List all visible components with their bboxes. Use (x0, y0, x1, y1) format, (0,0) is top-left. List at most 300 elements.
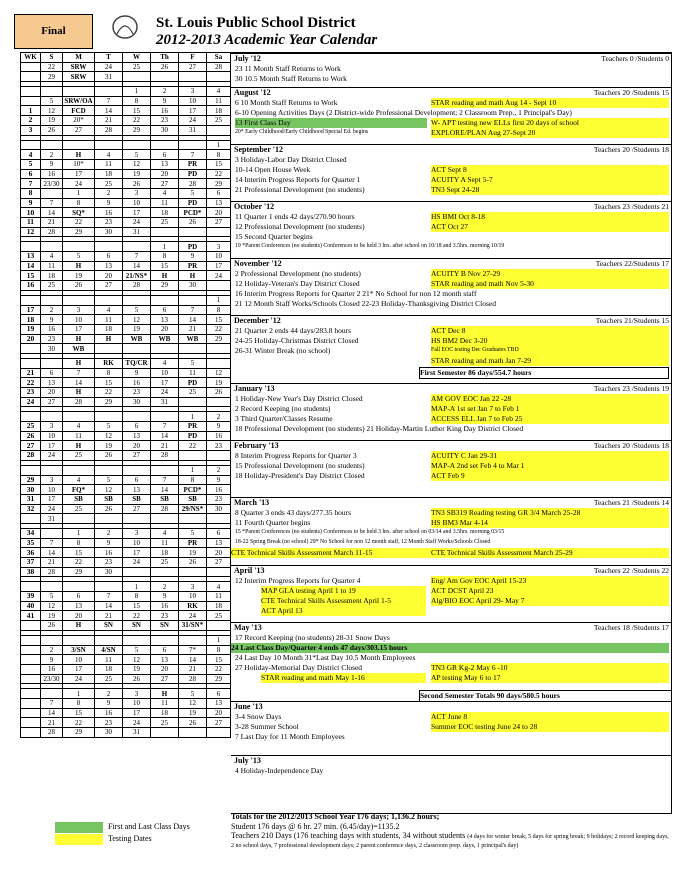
day-cell: SB (63, 494, 95, 504)
week-number: 37 (21, 558, 41, 568)
day-cell: H (63, 261, 95, 271)
day-cell: 1 (123, 582, 151, 592)
week-row (21, 698, 231, 708)
month-counts: Teachers 22 /Students 22 (593, 566, 669, 575)
day-cell: 7 (123, 252, 151, 262)
day-cell: 27 (123, 504, 151, 514)
day-cell (207, 358, 231, 368)
day-cell (207, 281, 231, 291)
week-number (21, 514, 41, 524)
day-cell: 24 (95, 62, 123, 72)
testing-date: Eng/ Am Gov EOC April 15-23 (431, 576, 669, 586)
day-cell: 28 (151, 504, 179, 514)
day-cell: 4/SN (95, 645, 123, 655)
day-cell: 18 (95, 169, 123, 179)
totals-students: Student 176 days @ 6 hr. 27 min. (6.45/day)=1135.2 (231, 822, 400, 831)
day-cell (63, 514, 95, 524)
day-cell: 10 (63, 315, 95, 325)
day-cell: 16 (95, 548, 123, 558)
day-cell: 8 (207, 150, 231, 160)
day-cell: 26 (95, 504, 123, 514)
day-cell: 27 (63, 125, 95, 135)
day-cell: 12 (179, 698, 207, 708)
event-line: 11 Quarter 1 ends 42 days/270.90 hours (235, 212, 355, 221)
day-cell (151, 465, 179, 475)
week-number: 15 (21, 271, 41, 281)
day-cell: 2 (151, 582, 179, 592)
month-counts: Teachers 20 /Students 18 (593, 145, 669, 154)
week-row (21, 494, 231, 504)
day-cell (179, 140, 207, 150)
day-cell: 31 (95, 72, 123, 82)
day-cell (41, 412, 63, 422)
day-cell: PR (179, 422, 207, 432)
day-cell: 9 (41, 655, 63, 665)
day-cell: 13 (63, 601, 95, 611)
day-cell (95, 514, 123, 524)
day-cell: 15 (151, 261, 179, 271)
day-cell: 16 (95, 208, 123, 218)
totals-title: Totals for the 2012/2013 School Year 176 days; 1,136.2 hours; (231, 812, 440, 821)
day-cell: 1 (207, 295, 231, 305)
month-title: July '13 (234, 756, 261, 765)
month-counts: Teachers 0 /Students 0 (601, 54, 669, 63)
week-row (21, 378, 231, 388)
day-cell (123, 465, 151, 475)
event-line: 21 12 Month Staff Works/Schools Closed 22-23 Holiday-Thanksgiving District Closed (235, 299, 496, 308)
testing-date: ACT Sept 8 (431, 165, 669, 175)
day-cell: 1 (63, 188, 95, 198)
day-cell: 12 (41, 106, 63, 116)
day-cell: 4 (151, 188, 179, 198)
week-row (21, 188, 231, 198)
week-number (21, 96, 41, 106)
day-header: WK (21, 53, 41, 63)
month-counts: Teachers 21/Students 15 (595, 316, 669, 325)
testing-date: STAR reading and math Aug 14 - Sept 10 (431, 98, 669, 108)
day-cell: 15 (207, 315, 231, 325)
week-row (21, 368, 231, 378)
event-line: First Semester 86 days/554.7 hours (419, 367, 669, 379)
month-title: February '13 (234, 441, 279, 450)
event-line: 26-31 Winter Break (no school) (235, 346, 331, 355)
day-cell: 20 (123, 441, 151, 451)
week-row (21, 208, 231, 218)
day-cell: 10 (41, 485, 63, 495)
day-cell: 9 (123, 368, 151, 378)
day-cell: 13 (151, 159, 179, 169)
day-cell: 10 (179, 96, 207, 106)
month-block (231, 565, 672, 622)
day-cell (123, 635, 151, 645)
day-cell (41, 295, 63, 305)
day-cell (123, 242, 151, 252)
day-cell: 10 (151, 368, 179, 378)
testing-date: ACT April 13 (261, 606, 426, 616)
day-cell: 11 (95, 159, 123, 169)
day-cell: 2 (151, 87, 179, 97)
day-cell: 9 (151, 96, 179, 106)
day-cell: 8 (207, 645, 231, 655)
day-cell: 5 (123, 150, 151, 160)
day-cell: 26 (207, 388, 231, 398)
week-row (21, 271, 231, 281)
day-cell: 26 (41, 621, 63, 631)
week-number: 32 (21, 504, 41, 514)
day-cell: 23 (95, 218, 123, 228)
day-cell: 28 (179, 674, 207, 684)
testing-date: MAP-A 1st set Jan 7 to Feb 1 (431, 404, 669, 414)
week-number: 10 (21, 208, 41, 218)
day-cell (41, 689, 63, 699)
day-cell: 30 (41, 344, 63, 354)
week-number: 16 (21, 281, 41, 291)
testing-date: ACT June 8 (431, 712, 669, 722)
day-cell: 21 (179, 664, 207, 674)
day-cell: 9 (95, 538, 123, 548)
day-cell: 18 (207, 106, 231, 116)
day-cell: 29 (207, 179, 231, 189)
event-line: 3 Holiday-Labor Day District Closed (235, 155, 347, 164)
week-row (21, 150, 231, 160)
day-cell: 10* (63, 159, 95, 169)
event-line: 4 Holiday-Independence Day (235, 766, 324, 775)
day-cell: 19 (95, 441, 123, 451)
week-row (21, 305, 231, 315)
week-row (21, 655, 231, 665)
day-cell: 13 (207, 538, 231, 548)
day-cell (123, 295, 151, 305)
day-cell: 16 (207, 485, 231, 495)
testing-date: STAR reading and math May 1-16 (261, 673, 426, 683)
month-block (231, 258, 672, 315)
day-cell: 28 (179, 179, 207, 189)
day-cell: 10 (179, 592, 207, 602)
event-line: 12 Professional Development (no students) (235, 222, 365, 231)
day-cell: 14 (123, 261, 151, 271)
day-cell: 7 (41, 198, 63, 208)
day-cell: 18 (151, 208, 179, 218)
day-cell: 14 (95, 106, 123, 116)
day-cell: 11 (151, 538, 179, 548)
week-row (21, 485, 231, 495)
month-title: August '12 (234, 88, 271, 97)
day-cell (207, 72, 231, 82)
day-cell: 19 (123, 324, 151, 334)
day-cell: 16 (207, 431, 231, 441)
day-cell: SRW (63, 72, 95, 82)
day-cell: 7 (151, 475, 179, 485)
day-cell (41, 635, 63, 645)
day-cell (151, 227, 179, 237)
day-cell: 15 (207, 159, 231, 169)
day-cell: 29 (63, 728, 95, 738)
day-cell: SQ* (63, 208, 95, 218)
week-number: 19 (21, 324, 41, 334)
day-cell: 16 (41, 324, 63, 334)
day-cell: 10 (41, 431, 63, 441)
week-row (21, 198, 231, 208)
week-row (21, 548, 231, 558)
event-line: 12 Holiday-Veteran's Day District Closed (235, 279, 360, 288)
month-block (231, 701, 672, 755)
day-cell: 22 (207, 664, 231, 674)
week-number: 20 (21, 334, 41, 344)
day-cell: 26 (151, 62, 179, 72)
day-header: F (179, 53, 207, 63)
day-cell: 8 (63, 198, 95, 208)
day-cell: 29 (207, 334, 231, 344)
day-cell: 7 (179, 150, 207, 160)
event-line: 20* Early Childhood/Early Childhood Special Ed. begins (235, 129, 369, 135)
testing-date: ACUITY B Nov 27-29 (431, 269, 669, 279)
day-cell: H (63, 388, 95, 398)
day-cell: 4 (151, 358, 179, 368)
day-cell: 9 (151, 592, 179, 602)
week-number: 39 (21, 592, 41, 602)
day-cell: 6 (95, 252, 123, 262)
testing-date: CTE Technical Skills Assessment March 25-29 (431, 548, 669, 558)
week-row (21, 358, 231, 368)
day-cell: 5 (179, 689, 207, 699)
legend-swatch (55, 834, 103, 845)
day-cell: 11 (151, 198, 179, 208)
day-cell: PR (179, 538, 207, 548)
day-cell: 26 (179, 558, 207, 568)
day-cell: 17 (123, 208, 151, 218)
day-cell: 27 (179, 62, 207, 72)
day-cell: 4 (95, 305, 123, 315)
day-cell: 12 (123, 315, 151, 325)
day-cell: 20 (41, 388, 63, 398)
day-cell: 24 (41, 504, 63, 514)
week-row (21, 664, 231, 674)
month-title: April '13 (234, 566, 265, 575)
day-cell: 4 (63, 422, 95, 432)
event-line: 2 Record Keeping (no students) (235, 404, 331, 413)
day-cell: 9 (207, 422, 231, 432)
day-cell (151, 344, 179, 354)
day-cell: 3 (123, 689, 151, 699)
day-cell: 25 (63, 504, 95, 514)
week-number: 12 (21, 227, 41, 237)
week-row (21, 242, 231, 252)
week-number (21, 358, 41, 368)
month-counts: Teachers 20 /Students 15 (593, 88, 669, 97)
month-title: March '13 (234, 498, 270, 507)
week-row (21, 718, 231, 728)
week-row (21, 106, 231, 116)
testing-date: TN3 GR Kg-2 May 6 -10 (431, 663, 669, 673)
event-line: 18 Professional Development (no students) 21 Holiday-Martin Luther King Day District Closed (235, 424, 524, 433)
week-row (21, 140, 231, 150)
day-cell: 5 (179, 358, 207, 368)
week-number: 30 (21, 485, 41, 495)
day-cell: 2 (41, 150, 63, 160)
class-day-highlight: 13 First Class Day (235, 118, 427, 128)
day-cell: 18 (207, 601, 231, 611)
day-cell (151, 412, 179, 422)
day-cell: PR (179, 261, 207, 271)
testing-date: STAR reading and math Nov 5-30 (431, 279, 669, 289)
day-cell (151, 72, 179, 82)
day-cell: PR (179, 159, 207, 169)
day-cell: 11 (63, 431, 95, 441)
day-header: W (123, 53, 151, 63)
day-cell: 25 (207, 611, 231, 621)
day-cell: 26 (179, 218, 207, 228)
day-cell (151, 635, 179, 645)
day-cell: WB (63, 344, 95, 354)
day-cell (41, 242, 63, 252)
week-row (21, 567, 231, 577)
day-cell (123, 344, 151, 354)
day-cell: TQ/CR (123, 358, 151, 368)
day-cell (179, 295, 207, 305)
day-cell: 18 (151, 708, 179, 718)
day-cell: 21 (41, 558, 63, 568)
day-cell: 13 (123, 485, 151, 495)
week-number: 36 (21, 548, 41, 558)
week-number (21, 465, 41, 475)
day-cell: 24 (63, 179, 95, 189)
day-cell (207, 728, 231, 738)
day-cell: 3 (207, 242, 231, 252)
day-cell: 4 (95, 150, 123, 160)
event-line: 24-25 Holiday-Christmas District Closed (235, 336, 359, 345)
month-title: June '13 (234, 702, 263, 711)
day-cell (95, 465, 123, 475)
week-row (21, 465, 231, 475)
event-line: 10-14 Open House Week (235, 165, 311, 174)
event-line: 14 Interim Progress Reports for Quarter 1 (235, 175, 361, 184)
week-number (21, 412, 41, 422)
day-cell: 9 (179, 252, 207, 262)
week-row (21, 344, 231, 354)
day-cell (151, 567, 179, 577)
day-cell (95, 295, 123, 305)
event-line: 11 Fourth Quarter begins (235, 518, 311, 527)
week-row (21, 388, 231, 398)
day-cell (63, 582, 95, 592)
testing-date: STAR reading and math Jan 7-29 (431, 356, 669, 366)
day-cell: 12 (41, 601, 63, 611)
week-row (21, 116, 231, 126)
day-cell: 23 (95, 718, 123, 728)
day-cell: 14 (151, 485, 179, 495)
week-number: 9 (21, 198, 41, 208)
week-number: 35 (21, 538, 41, 548)
day-cell: 20 (151, 324, 179, 334)
day-cell: 26 (95, 451, 123, 461)
event-line: 7 Last Day for 11 Month Employees (235, 732, 345, 741)
testing-date: HS BMI Oct 8-18 (431, 212, 669, 222)
week-number (21, 674, 41, 684)
day-cell: 21 (95, 116, 123, 126)
week-row (21, 218, 231, 228)
day-cell (207, 567, 231, 577)
day-cell: 18 (151, 548, 179, 558)
day-cell (179, 514, 207, 524)
testing-date: AM GOV EOC Jan 22 -28 (431, 394, 669, 404)
week-number: 5 (21, 159, 41, 169)
day-cell: 29 (63, 227, 95, 237)
day-cell (207, 451, 231, 461)
day-cell: 7 (41, 538, 63, 548)
day-cell: H (63, 441, 95, 451)
week-row (21, 504, 231, 514)
day-cell: 18 (41, 271, 63, 281)
day-cell: 7 (151, 422, 179, 432)
day-cell: 22 (179, 441, 207, 451)
totals (231, 812, 672, 850)
week-row (21, 689, 231, 699)
day-cell: 2 (41, 305, 63, 315)
day-cell: 15 (123, 601, 151, 611)
day-cell (63, 140, 95, 150)
day-cell: 21/NS* (123, 271, 151, 281)
week-row (21, 611, 231, 621)
day-cell: 31 (41, 514, 63, 524)
day-cell: 7* (179, 645, 207, 655)
day-cell: WB (151, 334, 179, 344)
week-row (21, 538, 231, 548)
testing-date: W- APT testing new ELLs first 20 days of school (431, 118, 669, 128)
day-cell: 14 (151, 431, 179, 441)
calendar-grid (20, 52, 231, 738)
week-number: 29 (21, 475, 41, 485)
week-number (21, 728, 41, 738)
day-cell: 3 (179, 582, 207, 592)
day-cell (207, 514, 231, 524)
day-cell: 14 (41, 208, 63, 218)
day-cell: 23 (151, 611, 179, 621)
week-number (21, 698, 41, 708)
event-line: 3-28 Summer School (235, 722, 299, 731)
day-cell: H (179, 271, 207, 281)
day-cell: 22 (207, 324, 231, 334)
week-number: 2 (21, 116, 41, 126)
day-cell (179, 344, 207, 354)
day-cell: 7 (41, 698, 63, 708)
week-row (21, 315, 231, 325)
day-cell: 10 (123, 538, 151, 548)
week-number: 7 (21, 179, 41, 189)
day-cell: 8 (95, 368, 123, 378)
day-cell: 25 (179, 388, 207, 398)
day-cell: 13 (123, 431, 151, 441)
day-cell: 17 (207, 261, 231, 271)
day-cell (41, 582, 63, 592)
day-cell: 21 (151, 441, 179, 451)
day-cell (63, 635, 95, 645)
week-number: 4 (21, 150, 41, 160)
day-cell: 16 (151, 106, 179, 116)
testing-date: ACT Feb 9 (431, 471, 669, 481)
day-cell (207, 125, 231, 135)
day-cell: SRW (63, 62, 95, 72)
day-cell: 11 (207, 592, 231, 602)
day-cell: 5 (179, 188, 207, 198)
day-cell: 18 (95, 324, 123, 334)
event-line: 8 Interim Progress Reports for Quarter 3 (235, 451, 357, 460)
event-line: 3 Third Quarter/Classes Resume (235, 414, 333, 423)
day-cell: 20 (63, 611, 95, 621)
testing-date: ACCESS ELL Jan 7 to Feb 25 (431, 414, 669, 424)
day-cell: 5 (179, 528, 207, 538)
day-cell: 25 (151, 218, 179, 228)
day-cell: H (63, 334, 95, 344)
